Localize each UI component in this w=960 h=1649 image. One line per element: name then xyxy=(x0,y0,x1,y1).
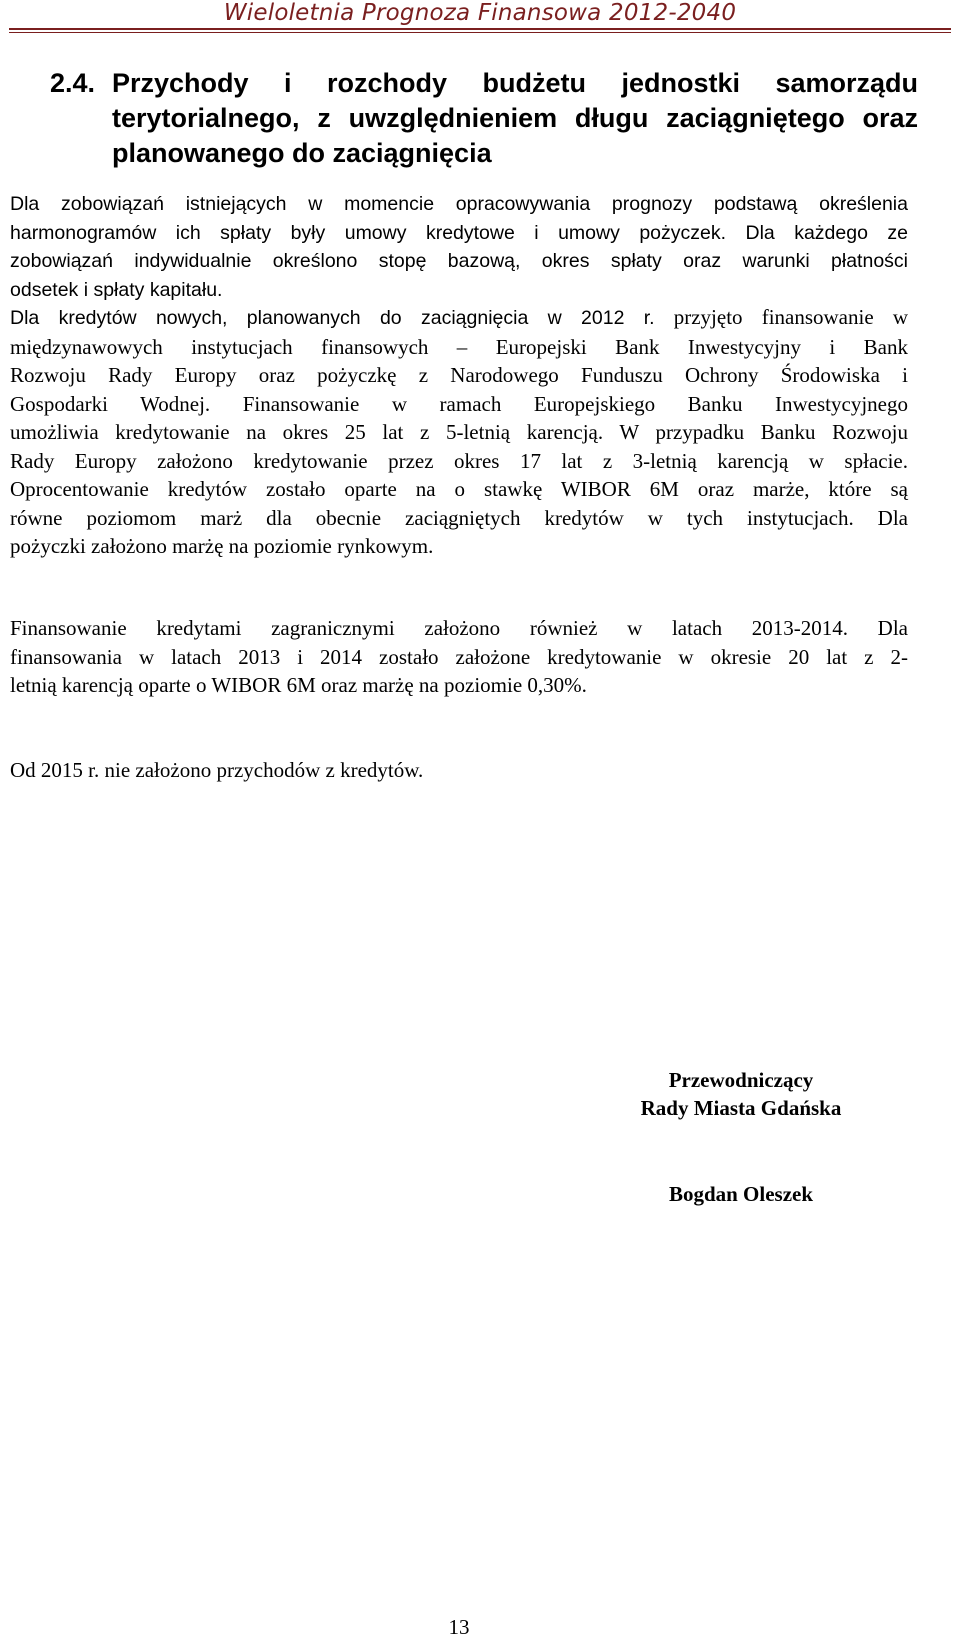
paragraph-line: Oprocentowanie kredytów zostało oparte na o stawkę WIBOR 6M oraz marże, które są xyxy=(10,477,908,501)
paragraph-new-loans xyxy=(10,303,908,561)
paragraph-line: umożliwia kredytowanie na okres 25 lat z 5-letnią karencją. W przypadku Banku Rozwoju xyxy=(10,420,908,444)
paragraph-lead-serif: przyjęto finansowanie w xyxy=(654,305,908,329)
paragraph-line: Dla zobowiązań istniejących w momencie opracowywania prognozy podstawą określenia xyxy=(10,193,908,215)
paragraph-line-mixed xyxy=(10,303,908,333)
paragraph-line: międzynawowych instytucjach finansowych – Europejski Bank Inwestycyjny i Bank xyxy=(10,334,908,359)
signature-role-line-1: Przewodniczący xyxy=(668,1068,814,1092)
paragraph-line: Gospodarki Wodnej. Finansowanie w ramach Europejskiego Banku Inwestycyjnego xyxy=(10,391,908,416)
paragraph-foreign-loans xyxy=(10,614,908,700)
page-number-text: 13 xyxy=(448,1615,470,1639)
signatory-name: Bogdan Oleszek xyxy=(668,1182,814,1206)
header-rule-thick xyxy=(9,28,951,30)
paragraph-line: Rady Europy założono kredytowanie przez okres 17 lat z 3-letnią karencją w spłacie. xyxy=(10,448,908,473)
paragraph-lead-sans: Dla kredytów nowych, planowanych do zaciągnięcia w 2012 r. xyxy=(10,307,655,329)
heading-line-3: planowanego do zaciągnięcia xyxy=(112,138,492,168)
paragraph-line: zobowiązań indywidualnie określono stopę bazową, okres spłaty oraz warunki płatności xyxy=(10,250,908,272)
heading-line-2: terytorialnego, z uwzględnieniem długu zaciągniętego oraz xyxy=(112,103,918,133)
header-title: Wieloletnia Prognoza Finansowa 2012-2040 xyxy=(223,0,737,26)
paragraph-existing-liabilities xyxy=(10,190,908,304)
signature-role xyxy=(600,1066,882,1122)
paragraph-line: Finansowanie kredytami zagranicznymi założono również w latach 2013-2014. Dla xyxy=(10,616,908,640)
signature-role-line-2: Rady Miasta Gdańska xyxy=(640,1096,842,1120)
page-header xyxy=(0,0,960,36)
paragraph-line: pożyczki założono marżę na poziomie rynkowym. xyxy=(10,534,434,558)
header-rule-thin xyxy=(9,32,951,33)
heading-text-1: Przychody i rozchody budżetu jednostki samorządu xyxy=(112,68,918,98)
section-heading xyxy=(50,66,918,171)
heading-line-1 xyxy=(50,66,918,101)
paragraph-line: finansowania w latach 2013 i 2014 zostało założone kredytowanie w okresie 20 lat z 2- xyxy=(10,644,908,669)
paragraph-line: letnią karencją oparte o WIBOR 6M oraz marżę na poziomie 0,30%. xyxy=(10,673,587,697)
paragraph-line: harmonogramów ich spłaty były umowy kredytowe i umowy pożyczek. Dla każdego ze xyxy=(10,221,908,244)
page-number xyxy=(0,1613,918,1641)
paragraph-line: Od 2015 r. nie założono przychodów z kredytów. xyxy=(10,758,424,782)
paragraph-line: Rozwoju Rady Europy oraz pożyczkę z Narodowego Funduszu Ochrony Środowiska i xyxy=(10,363,908,387)
section-number: 2.4. xyxy=(50,68,96,98)
paragraph-line: odsetek i spłaty kapitału. xyxy=(10,278,223,301)
paragraph-line: równe poziomom marż dla obecnie zaciągniętych kredytów w tych instytucjach. Dla xyxy=(10,505,908,530)
paragraph-no-revenue xyxy=(10,756,908,785)
signature-name xyxy=(600,1180,882,1208)
